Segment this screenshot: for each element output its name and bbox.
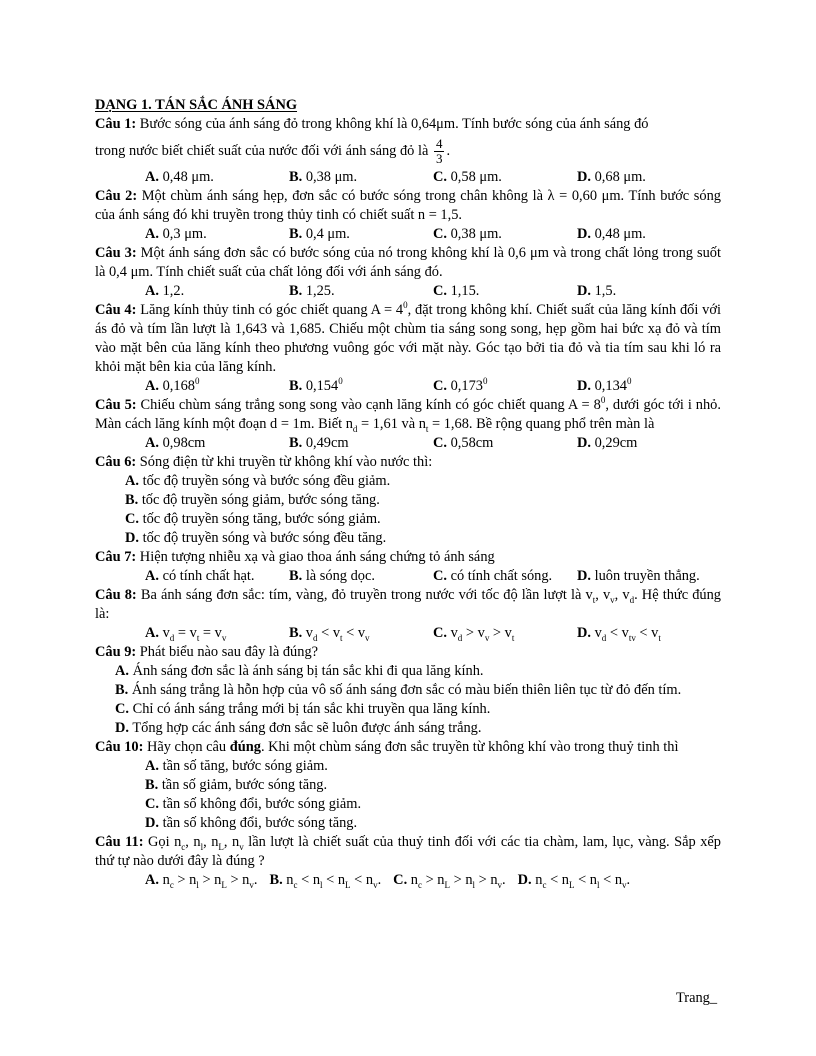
option-a: A. có tính chất hạt. [145, 568, 255, 584]
option-c: C. 0,38 μm. [433, 226, 502, 242]
option-d: D. 0,48 μm. [577, 226, 646, 242]
option-d: D. 0,29cm [577, 435, 638, 451]
option-a: A. 1,2. [145, 283, 185, 299]
option-c: C. Chỉ có ánh sáng trắng mới bị tán sắc khi truyền qua lăng kính. [115, 701, 491, 717]
question-8-options [95, 624, 721, 643]
option-d: D. $v_d < v_{tv} < v_t$ [577, 625, 661, 643]
page-footer: Trang_ [676, 990, 718, 1006]
question-3: Câu 3: Một ánh sáng đơn sắc có bước sóng của nó trong không khí là 0,6 μm và trong chất lỏng trong suốt là 0,4 μm. Tính chiết suất của chất lỏng đối với ánh sáng đó. [95, 245, 721, 280]
question-2: Câu 2: Một chùm ánh sáng hẹp, đơn sắc có bước sóng trong chân không là λ = 0,60 μm. Tính bước sóng của ánh sáng đó khi truyền trong thủy tinh có chiết suất n = 1,5. [95, 188, 721, 223]
document-page [95, 96, 721, 890]
question-6: Câu 6: Sóng điện từ khi truyền từ không khí vào nước thì: [95, 454, 433, 470]
option-a: A. 0,48 μm. [145, 169, 214, 185]
option-c: C. tần số không đổi, bước sóng giảm. [145, 796, 362, 812]
option-a: A. tần số tăng, bước sóng giảm. [145, 758, 328, 774]
option-a: A. $v_d = v_t = v_v$ [145, 625, 227, 643]
option-c: C. 0,173$^0$ [433, 376, 488, 394]
option-c: C. có tính chất sóng. [433, 568, 553, 584]
question-8: Câu 8: Ba ánh sáng đơn sắc: tím, vàng, đỏ truyền trong nước với tốc độ lần lượt là $v_t$, $v_v$, $v_d$. Hệ thức đúng là: [95, 587, 721, 622]
question-5: Câu 5: Chiếu chùm sáng trắng song song vào cạnh lăng kính có góc chiết quang $A = 8^0$, dưới góc tới i nhỏ. Màn cách lăng kính một đoạn d = 1m. Biết $n_d = 1,61$ và $n_t = 1,68$. Bề rộng quang phổ trên màn là [95, 395, 721, 434]
option-c: C. 1,15. [433, 283, 480, 299]
question-1-line2: trong nước biết chiết suất của nước đối với ánh sáng đỏ là $\frac{4}{3}$ . [95, 136, 451, 167]
question-7-options [95, 567, 721, 586]
question-4: Câu 4: Lăng kính thủy tinh có góc chiết quang $A = 4^0$, đặt trong không khí. Chiết suất của lăng kính đối với ás đỏ và tím lần lượt là 1,643 và 1,685. Chiếu một chùm tia sáng song song, hẹp gồm hai bức xạ đỏ và tím vào mặt bên của lăng kính theo phương vuông góc với mặt này. Góc tạo bởi tia đỏ và tia tím sau khi ló ra khỏi mặt bên kia của lăng kính. [95, 300, 721, 375]
option-a: A. 0,98cm [145, 435, 206, 451]
question-7: Câu 7: Hiện tượng nhiễu xạ và giao thoa ánh sáng chứng tỏ ánh sáng [95, 549, 495, 565]
option-d: D. $n_c < n_L < n_l < n_v$. [517, 872, 631, 890]
option-b: B. 0,38 μm. [289, 169, 358, 185]
option-b: B. 0,49cm [289, 435, 349, 451]
option-b: B. tốc độ truyền sóng giảm, bước sóng tăng. [125, 492, 380, 508]
question-9: Câu 9: Phát biểu nào sau đây là đúng? [95, 644, 319, 660]
option-c: C. 0,58 μm. [433, 169, 502, 185]
option-d: D. 0,68 μm. [577, 169, 646, 185]
option-b: B. 0,4 μm. [289, 226, 350, 242]
option-a: A. 0,168$^0$ [145, 376, 200, 394]
option-d: D. tốc độ truyền sóng và bước sóng đều tăng. [125, 530, 387, 546]
question-1: Câu 1: Bước sóng của ánh sáng đỏ trong không khí là 0,64μm. Tính bước sóng của ánh sáng đó [95, 116, 649, 132]
question-11: Câu 11: Gọi $n_c$, $n_l$, $n_L$, $n_v$ lần lượt là chiết suất của thuỷ tinh đối với các tia chàm, lam, lục, vàng. Sắp xếp thứ tự nào dưới đây là đúng ? [95, 834, 721, 869]
option-a: A. Ánh sáng đơn sắc là ánh sáng bị tán sắc khi đi qua lăng kính. [115, 663, 484, 679]
question-label: Câu 1: [95, 116, 137, 132]
option-a: A. $n_c > n_l > n_L > n_v$. [145, 872, 258, 890]
question-3-options [95, 282, 721, 301]
option-d: D. tần số không đổi, bước sóng tăng. [145, 815, 358, 831]
question-10: Câu 10: Hãy chọn câu đúng. Khi một chùm sáng đơn sắc truyền từ không khí vào trong thuỷ tinh thì [95, 739, 679, 755]
question-5-options [95, 434, 721, 453]
question-9-options [95, 662, 721, 738]
option-b: B. $n_c < n_l < n_L < n_v$. [269, 872, 382, 890]
question-2-options [95, 225, 721, 244]
option-b: B. tần số giảm, bước sóng tăng. [145, 777, 328, 793]
option-d: D. Tổng hợp các ánh sáng đơn sắc sẽ luôn được ánh sáng trắng. [115, 720, 482, 736]
question-6-options [95, 472, 721, 548]
option-c: C. $v_d > v_v > v_t$ [433, 625, 515, 643]
option-b: B. $v_d < v_t < v_v$ [289, 625, 370, 643]
question-11-options [95, 871, 721, 890]
option-a: A. tốc độ truyền sóng và bước sóng đều giảm. [125, 473, 391, 489]
section-heading: DẠNG 1. TÁN SẮC ÁNH SÁNG [95, 97, 298, 113]
option-c: C. tốc độ truyền sóng tăng, bước sóng giảm. [125, 511, 381, 527]
question-1-options [95, 168, 721, 187]
question-4-options [95, 377, 721, 396]
option-c: C. $n_c > n_L > n_l > n_v$. [393, 872, 506, 890]
option-d: D. luôn truyền thẳng. [577, 568, 700, 584]
option-b: B. là sóng dọc. [289, 568, 375, 584]
option-c: C. 0,58cm [433, 435, 494, 451]
option-b: B. 1,25. [289, 283, 335, 299]
option-b: B. Ánh sáng trắng là hỗn hợp của vô số ánh sáng đơn sắc có màu biến thiên liên tục từ đỏ đến tím. [115, 682, 682, 698]
option-a: A. 0,3 μm. [145, 226, 207, 242]
option-d: D. 0,134$^0$ [577, 376, 632, 394]
option-d: D. 1,5. [577, 283, 617, 299]
question-10-options [95, 757, 721, 833]
option-b: B. 0,154$^0$ [289, 376, 343, 394]
fraction: $\frac{4}{3}$ [435, 136, 443, 167]
